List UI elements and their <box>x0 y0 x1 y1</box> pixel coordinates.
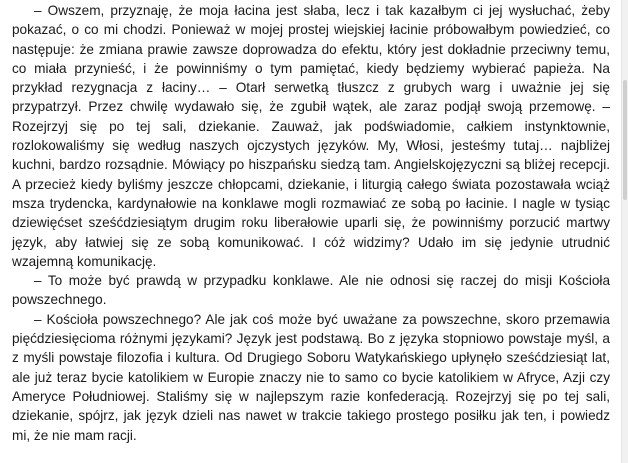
scrollbar-thumb[interactable] <box>623 80 627 200</box>
document-text <box>12 1 610 445</box>
vertical-scrollbar[interactable] <box>621 0 628 463</box>
paragraph-3: – Kościoła powszechnego? Ale jak coś może być uważane za powszechne, skoro przemawia pięćdziesięcioma różnymi językami? Język jest podstawą. Bo z języka stopniowo powstaje myśl, a z myśli powstaje filozofia i kultura. Od Drugiego Soboru Watykańskiego upłynęło sześćdziesiąt lat, ale już teraz bycie katolikiem w Europie znaczy nie to samo co bycie katolikiem w Afryce, Azji czy Ameryce Południowej. Staliśmy się w najlepszym razie konfederacją. Rozejrzyj się po tej sali, dziekanie, spójrz, jak język dzieli nas nawet w trakcie takiego prostego posiłku jak ten, i powiedz mi, że nie mam racji. <box>12 311 610 443</box>
paragraph-1: – Owszem, przyznaję, że moja łacina jest słaba, lecz i tak kazałbym ci jej wysłuchać, żeby pokazać, o co mi chodzi. Ponieważ w mojej prostej wiejskiej łacinie próbowałbym powiedzieć, co następuje: że zmiana prawie zawsze doprowadza do efektu, który jest dokładnie przeciwny temu, co miała przynieść, i że powinniśmy o tym pamiętać, kiedy będziemy wybierać papieża. Na przykład rezygnacja z łaciny… – Otarł serwetką tłuszcz z grubych warg i uważnie jej się przypatrzył. Przez chwilę wydawało się, że zgubił wątek, ale zaraz podjął swoją przemowę. – Rozejrzyj się po tej sali, dziekanie. Zauważ, jak podświadomie, całkiem instynktownie, rozlokowaliśmy się według naszych ojczystych języków. My, Włosi, jesteśmy tutaj… najbliżej kuchni, bardzo rozsądnie. Mówiący po hiszpańsku siedzą tam. Angielskojęzyczni są bliżej recepcji. A przecież kiedy byliśmy jeszcze chłopcami, dziekanie, i liturgią całego świata pozostawała wciąż msza trydencka, kardynałowie na konklawe mogli rozmawiać ze sobą po łacinie. I nagle w tysiąc dziewięćset sześćdziesiątym drugim roku liberałowie uparli się, że powinniśmy porzucić martwy język, aby łatwiej się ze sobą komunikować. I cóż widzimy? Udało im się jedynie utrudnić wzajemną komunikację. <box>12 3 610 269</box>
paragraph-2: – To może być prawdą w przypadku konklawe. Ale nie odnosi się raczej do misji Kościoła powszechnego. <box>12 273 610 308</box>
